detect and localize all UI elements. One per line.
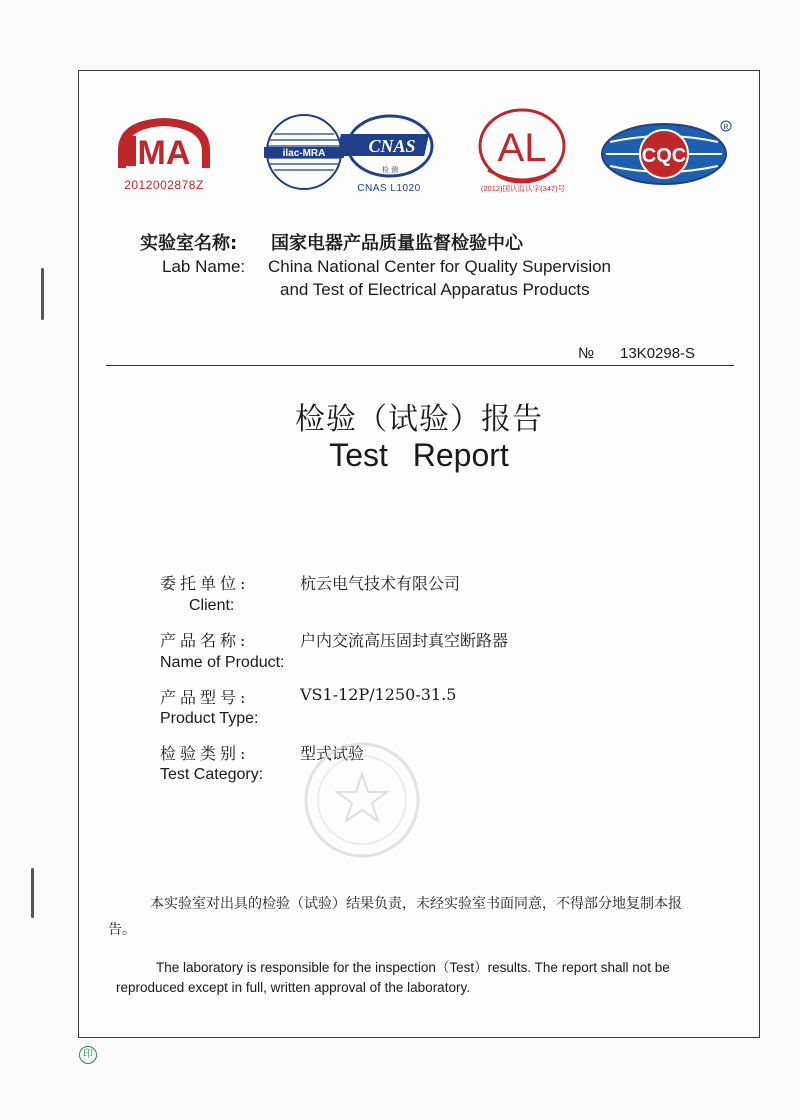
report-title-en: Test Report	[329, 437, 509, 473]
lab-name-en-line2: and Test of Electrical Apparatus Products	[280, 280, 590, 299]
ilac-text: ilac-MRA	[282, 148, 326, 159]
binder-hole-mark	[41, 268, 44, 320]
cal-number: (2012)国认监认字(347)号	[480, 184, 566, 193]
product-name-cn-label: 产品名称:	[160, 631, 250, 650]
product-type-value: VS1-12P/1250-31.5	[300, 685, 457, 704]
client-cn-label: 委托单位:	[160, 574, 250, 593]
lab-name-en-line1: China National Center for Quality Supervision	[268, 257, 612, 276]
report-title-cn: 检验（试验）报告	[295, 402, 543, 437]
product-name-value: 户内交流高压固封真空断路器	[300, 631, 509, 650]
lab-name-cn-label: 实验室名称:	[140, 233, 238, 254]
print-mark-icon: 印	[79, 1046, 97, 1064]
cnas-text: CNAS	[368, 136, 416, 156]
product-type-en-label: Product Type:	[160, 710, 259, 727]
test-category-cn-label: 检验类别:	[160, 744, 250, 763]
cma-text: MA	[137, 134, 191, 172]
product-type-cn-label: 产品型号:	[160, 688, 250, 707]
cnas-sub: 检 测	[381, 166, 399, 174]
client-en-label: Client:	[189, 597, 235, 614]
cqc-text: CQC	[641, 145, 687, 167]
svg-text:R: R	[723, 124, 729, 131]
binder-hole-mark	[31, 868, 34, 918]
ilac-mra-logo	[260, 112, 348, 192]
product-name-en-label: Name of Product:	[160, 654, 285, 671]
lab-name-en-label: Lab Name:	[162, 257, 246, 276]
report-number-label: №	[578, 345, 595, 362]
report-number: 13K0298-S	[620, 345, 696, 362]
embossed-seal	[292, 740, 432, 860]
cqc-logo	[598, 116, 734, 192]
test-category-en-label: Test Category:	[160, 766, 264, 783]
client-value: 杭云电气技术有限公司	[300, 574, 461, 593]
divider	[106, 365, 734, 366]
cma-number: 2012002878Z	[124, 178, 204, 192]
cal-text: AL	[497, 126, 547, 170]
cnas-number: CNAS L1020	[357, 183, 421, 194]
lab-name-cn: 国家电器产品质量监督检验中心	[271, 233, 523, 254]
test-category-value: 型式试验	[300, 744, 365, 763]
disclaimer-cn: 本实验室对出具的检验（试验）结果负责，未经实验室书面同意，不得部分地复制本报告。	[108, 896, 682, 938]
disclaimer-en: The laboratory is responsible for the inspection（Test）results. The report shall not be reproduced except in full, written approval of the laboratory.	[116, 960, 670, 995]
